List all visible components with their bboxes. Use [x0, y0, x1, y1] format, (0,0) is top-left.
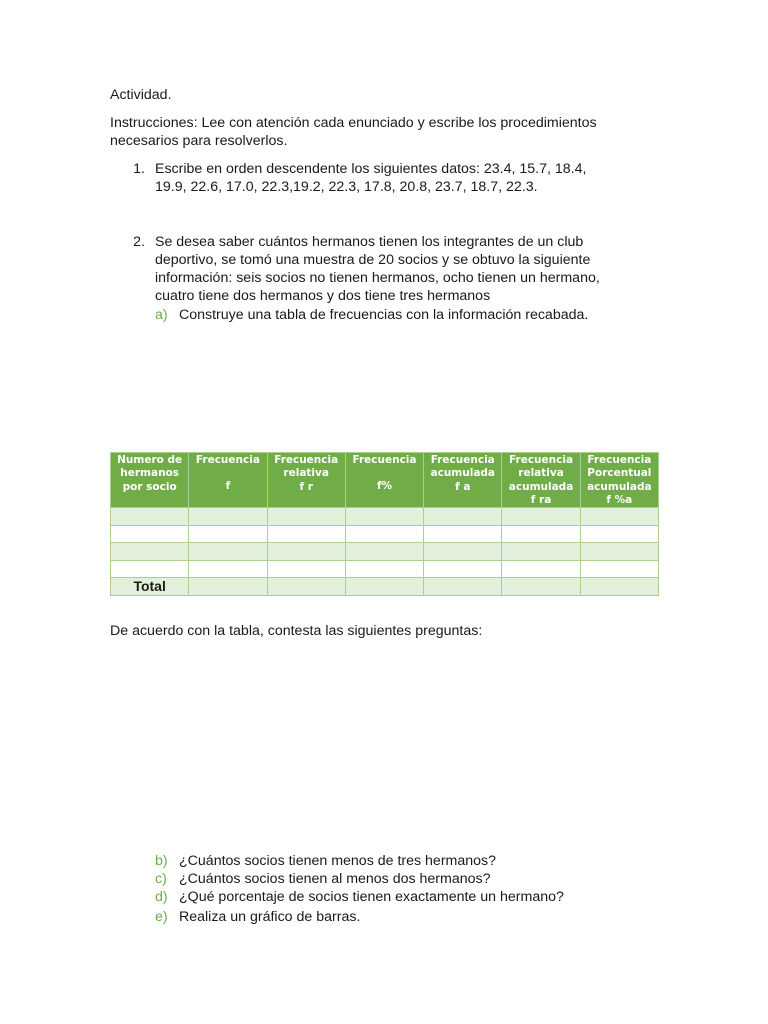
questions-intro: De acuerdo con la tabla, contesta las siguientes preguntas: — [110, 623, 483, 639]
header-symbol: f — [225, 480, 231, 493]
subitem-a-text: Construye una tabla de frecuencias con la información recabada. — [179, 307, 589, 323]
table-cell — [424, 525, 502, 543]
table-cell — [502, 578, 580, 596]
header-label: Frecuencia Porcentual acumulada — [587, 454, 652, 493]
table-cell — [267, 543, 345, 561]
header-symbol: f %a — [606, 493, 633, 506]
header-cell — [502, 453, 580, 508]
table-cell — [424, 578, 502, 596]
table-cell — [580, 525, 658, 543]
table-cell — [111, 525, 189, 543]
header-label: Numero de hermanos por socio — [117, 454, 183, 493]
table-cell — [111, 543, 189, 561]
item-number: 2. — [133, 234, 145, 250]
table-cell — [502, 543, 580, 561]
subitem-letter: a) — [155, 307, 168, 323]
question-text: ¿Qué porcentaje de socios tienen exactamente un hermano? — [179, 889, 564, 905]
table-cell — [189, 543, 267, 561]
table-cell — [580, 578, 658, 596]
document-title: Actividad. — [110, 87, 172, 103]
instructions-line-1: Instrucciones: Lee con atención cada enunciado y escribe los procedimientos — [110, 115, 597, 131]
table-cell — [267, 525, 345, 543]
table-cell — [111, 508, 189, 526]
item-1-line-1: Escribe en orden descendente los siguientes datos: 23.4, 15.7, 18.4, — [155, 161, 587, 177]
table-cell — [267, 560, 345, 578]
header-cell — [345, 453, 423, 508]
item-2-line-3: información: seis socios no tienen hermanos, ocho tienen un hermano, — [155, 270, 600, 286]
table-cell — [424, 508, 502, 526]
table-total-row — [111, 578, 659, 596]
header-symbol: f ra — [530, 493, 552, 506]
header-label: Frecuencia — [352, 454, 417, 466]
question-letter: e) — [155, 909, 168, 925]
question-letter: b) — [155, 853, 168, 869]
table-cell — [345, 525, 423, 543]
table-cell — [189, 525, 267, 543]
frequency-table — [110, 452, 659, 596]
table-cell — [424, 543, 502, 561]
header-label: Frecuencia relativa acumulada — [508, 454, 574, 493]
question-letter: d) — [155, 889, 168, 905]
table-cell — [189, 578, 267, 596]
item-1-line-2: 19.9, 22.6, 17.0, 22.3,19.2, 22.3, 17.8, 20.8, 23.7, 18.7, 22.3. — [155, 179, 538, 195]
table-cell — [345, 543, 423, 561]
table-header-row — [111, 453, 659, 508]
table-cell — [502, 560, 580, 578]
table-row — [111, 508, 659, 526]
total-label: Total — [111, 578, 189, 596]
question-letter: c) — [155, 871, 167, 887]
table-cell — [424, 560, 502, 578]
item-2-line-4: cuatro tiene dos hermanos y dos tiene tres hermanos — [155, 288, 491, 304]
item-number: 1. — [133, 161, 145, 177]
table-cell — [345, 508, 423, 526]
table-cell — [189, 560, 267, 578]
header-label: Frecuencia — [195, 454, 260, 466]
header-label: Frecuencia relativa — [274, 454, 339, 480]
header-symbol: f% — [376, 480, 393, 493]
header-cell — [580, 453, 658, 508]
table-cell — [267, 578, 345, 596]
header-symbol: f a — [455, 480, 471, 493]
table-cell — [267, 508, 345, 526]
table-row — [111, 543, 659, 561]
header-symbol: f r — [299, 480, 313, 493]
table-cell — [580, 560, 658, 578]
question-text: ¿Cuántos socios tienen menos de tres hermanos? — [179, 853, 497, 869]
instructions-line-2: necesarios para resolverlos. — [110, 133, 288, 149]
table-cell — [502, 508, 580, 526]
table-row — [111, 560, 659, 578]
item-2-line-1: Se desea saber cuántos hermanos tienen los integrantes de un club — [155, 234, 584, 250]
item-2-line-2: deportivo, se tomó una muestra de 20 socios y se obtuvo la siguiente — [155, 252, 591, 268]
table-cell — [502, 525, 580, 543]
header-cell — [189, 453, 267, 508]
header-cell — [267, 453, 345, 508]
header-cell — [424, 453, 502, 508]
question-text: ¿Cuántos socios tienen al menos dos hermanos? — [179, 871, 491, 887]
table-cell — [580, 508, 658, 526]
table-cell — [111, 560, 189, 578]
question-text: Realiza un gráfico de barras. — [179, 909, 361, 925]
table-cell — [345, 560, 423, 578]
table-cell — [580, 543, 658, 561]
table-cell — [345, 578, 423, 596]
header-cell — [111, 453, 189, 508]
header-label: Frecuencia acumulada — [430, 454, 496, 480]
table-cell — [189, 508, 267, 526]
table-row — [111, 525, 659, 543]
